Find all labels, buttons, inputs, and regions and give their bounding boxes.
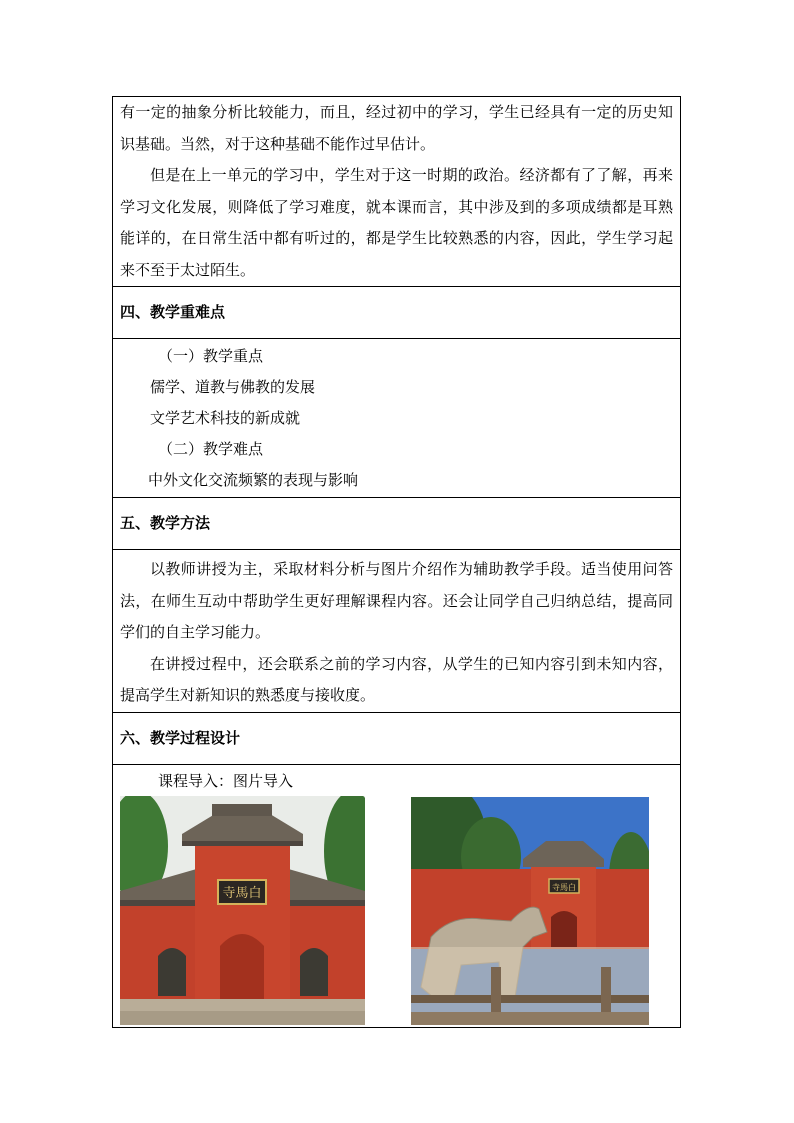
- paragraph: 有一定的抽象分析比较能力，而且，经过初中的学习，学生已经具有一定的历史知识基础。当然，对于这种基础不能作过早估计。: [120, 103, 673, 153]
- section-heading: 五、教学方法: [120, 514, 211, 532]
- table-row: [113, 712, 681, 764]
- lesson-plan-table: [112, 96, 681, 1028]
- section-heading: 四、教学重难点: [120, 303, 226, 321]
- list-item: （一）教学重点: [158, 347, 264, 365]
- table-row: [113, 550, 681, 713]
- stone-horse-photo: [411, 797, 649, 1025]
- temple-gate-illustration: [120, 796, 365, 1025]
- list-item: 儒学、道教与佛教的发展: [150, 378, 316, 396]
- table-row: [113, 97, 681, 287]
- table-row: [113, 287, 681, 339]
- paragraph: 以教师讲授为主，采取材料分析与图片介绍作为辅助教学手段。适当使用问答法，在师生互动中帮助学生更好理解课程内容。还会让同学自己归纳总结，提高同学们的自主学习能力。: [120, 560, 673, 641]
- section5-content-cell: [113, 550, 681, 713]
- section4-heading-cell: [113, 287, 681, 339]
- section5-heading-cell: [113, 498, 681, 550]
- table-row: [113, 498, 681, 550]
- list-item: 文学艺术科技的新成就: [150, 409, 301, 427]
- section-heading: 六、教学过程设计: [120, 728, 241, 747]
- plaque-text: 寺馬白: [222, 885, 262, 901]
- section6-content-cell: [113, 764, 681, 1027]
- plaque-text: 寺馬白: [552, 882, 576, 892]
- stone-horse-illustration: [411, 797, 649, 1025]
- list-item: （二）教学难点: [158, 440, 264, 458]
- table-row: [113, 339, 681, 498]
- section4-content-cell: [113, 339, 681, 498]
- temple-gate-photo: [120, 796, 365, 1025]
- table-row: [113, 764, 681, 1027]
- section6-heading-cell: [113, 712, 681, 764]
- course-intro-label: 课程导入：图片导入: [158, 771, 294, 790]
- section3-content-cell: [113, 97, 681, 287]
- photo-row: [120, 795, 673, 1025]
- paragraph: 在讲授过程中，还会联系之前的学习内容，从学生的已知内容引到未知内容，提高学生对新知识的熟悉度与接收度。: [120, 654, 673, 704]
- list-item: 中外文化交流频繁的表现与影响: [148, 471, 359, 489]
- paragraph: 但是在上一单元的学习中，学生对于这一时期的政治。经济都有了了解，再来学习文化发展，则降低了学习难度，就本课而言，其中涉及到的多项成绩都是耳熟能详的，在日常生活中都有听过的，都是学生比较熟悉的内容，因此，学生学习起来不至于太过陌生。: [120, 166, 673, 279]
